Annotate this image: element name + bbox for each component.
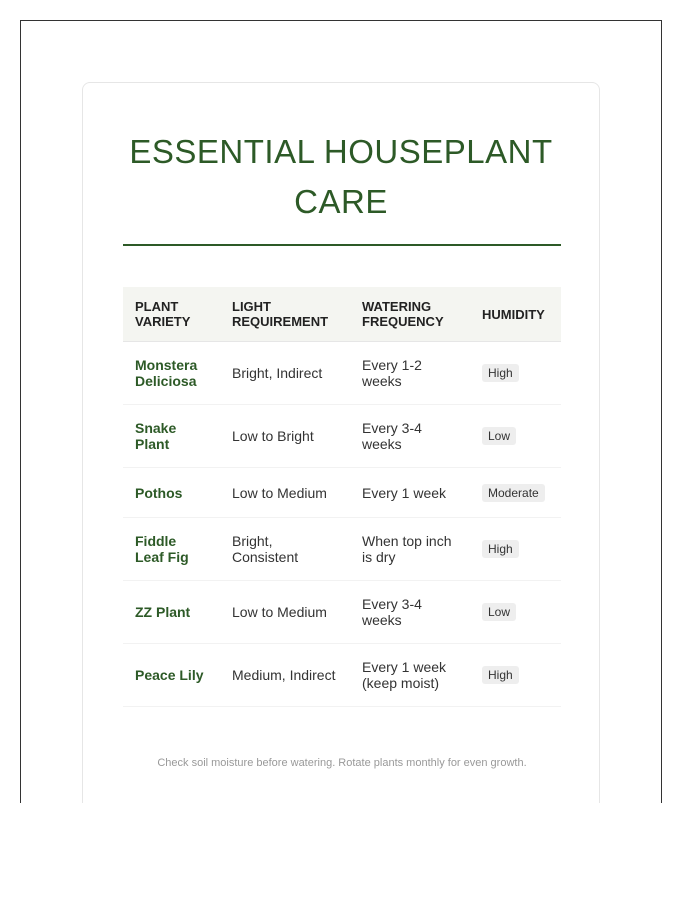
light-requirement: Low to Medium — [220, 468, 350, 518]
humidity-badge: High — [482, 540, 519, 558]
humidity-cell — [470, 581, 561, 644]
header-light-requirement: LIGHT REQUIREMENT — [220, 287, 350, 342]
light-requirement: Bright, Indirect — [220, 342, 350, 405]
humidity-badge: Low — [482, 603, 516, 621]
plant-name: Peace Lily — [123, 644, 220, 707]
humidity-badge: High — [482, 666, 519, 684]
page-title: ESSENTIAL HOUSEPLANT CARE — [129, 133, 553, 220]
humidity-cell — [470, 644, 561, 707]
header-humidity: HUMIDITY — [470, 287, 561, 342]
light-requirement: Medium, Indirect — [220, 644, 350, 707]
table-header-row — [123, 287, 561, 342]
humidity-cell — [470, 405, 561, 468]
table-row — [123, 342, 561, 405]
care-table — [123, 287, 561, 707]
humidity-cell — [470, 518, 561, 581]
light-requirement: Bright, Consistent — [220, 518, 350, 581]
plant-name: Fiddle Leaf Fig — [123, 518, 220, 581]
footer-note: Check soil moisture before watering. Rotate plants monthly for even growth. — [157, 757, 527, 769]
table-row — [123, 644, 561, 707]
watering-frequency: Every 1-2 weeks — [350, 342, 470, 405]
table-row — [123, 405, 561, 468]
title-divider — [123, 244, 561, 246]
watering-frequency: Every 3-4 weeks — [350, 581, 470, 644]
plant-name: Pothos — [123, 468, 220, 518]
watering-frequency: Every 1 week — [350, 468, 470, 518]
humidity-cell — [470, 342, 561, 405]
table-row — [123, 468, 561, 518]
light-requirement: Low to Medium — [220, 581, 350, 644]
header-plant-variety: PLANT VARIETY — [123, 287, 220, 342]
humidity-badge: High — [482, 364, 519, 382]
header-watering-frequency: WATERING FREQUENCY — [350, 287, 470, 342]
plant-name: Monstera Deliciosa — [123, 342, 220, 405]
plant-name: Snake Plant — [123, 405, 220, 468]
watering-frequency: When top inch is dry — [350, 518, 470, 581]
watering-frequency: Every 1 week (keep moist) — [350, 644, 470, 707]
page-frame — [20, 20, 662, 803]
table-row — [123, 581, 561, 644]
care-card — [82, 82, 600, 803]
light-requirement: Low to Bright — [220, 405, 350, 468]
humidity-badge: Low — [482, 427, 516, 445]
plant-name: ZZ Plant — [123, 581, 220, 644]
table-row — [123, 518, 561, 581]
watering-frequency: Every 3-4 weeks — [350, 405, 470, 468]
humidity-cell — [470, 468, 561, 518]
humidity-badge: Moderate — [482, 484, 545, 502]
